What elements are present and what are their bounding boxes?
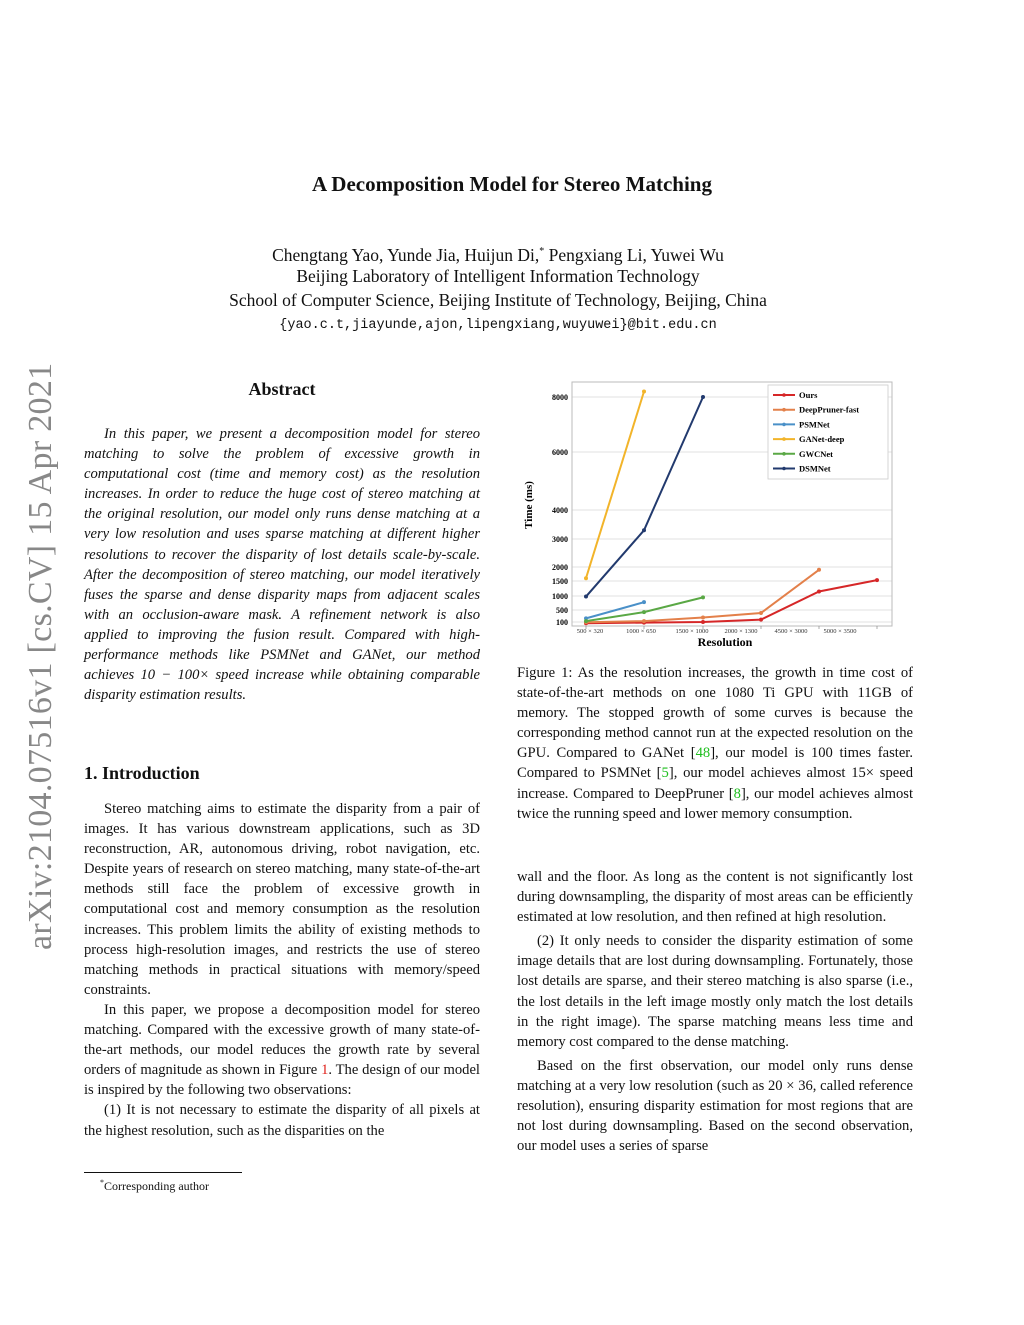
legend-label: DSMNet <box>799 463 831 474</box>
legend-marker <box>782 393 786 397</box>
data-point <box>642 610 646 614</box>
intro-p2-text-tail: . The design of our model is inspired by the following two observations: <box>84 1062 480 1099</box>
caption-text: ], our model achieves almost 15× speed increase. Compared to DeepPruner [ <box>517 765 913 802</box>
data-point <box>759 618 763 622</box>
caption-text: ], our model is 100 times faster. Compared to PSMNet [ <box>517 745 914 782</box>
y-tick-label: 3000 <box>552 535 568 544</box>
data-point <box>701 620 705 624</box>
data-point <box>875 578 879 582</box>
legend-label: PSMNet <box>799 419 830 430</box>
x-tick-label: 4500 × 3000 <box>774 628 808 635</box>
corresponding-mark: * <box>539 246 545 257</box>
data-point <box>701 616 705 620</box>
legend-label: GWCNet <box>799 448 833 459</box>
series-line-ganet-deep <box>586 392 644 579</box>
data-point <box>759 611 763 615</box>
intro-paragraph-3: (1) It is not necessary to estimate the disparity of all pixels at the highest resolution, such as the disparities on the <box>84 1102 480 1139</box>
y-tick-label: 8000 <box>552 393 568 402</box>
data-point <box>584 595 588 599</box>
y-tick-label: 4000 <box>552 506 568 515</box>
x-tick-labels <box>577 626 877 635</box>
legend-label: GANet-deep <box>799 434 845 445</box>
x-axis-label: Resolution <box>697 635 753 649</box>
y-tick-label: 1500 <box>552 577 568 586</box>
arxiv-side-stamp: arXiv:2104.07516v1 [cs.CV] 15 Apr 2021 <box>22 362 59 950</box>
chart-legend <box>768 385 888 479</box>
author-names: Chengtang Yao, Yunde Jia, Huijun Di, <box>272 244 540 265</box>
right-paragraph-2: (2) It only needs to consider the disparity estimation of some image details that are lost during downsampling. Fortunately, those lost details are sparse, and their stereo matching is also sparse (i.e., the lost details in the left image mostly only match the lost details in the right image). The sparse matching means less time and memory cost compared to the dense matching. <box>517 933 913 1050</box>
footnote-text: Corresponding author <box>104 1179 209 1193</box>
paper-title: A Decomposition Model for Stereo Matching <box>312 172 712 196</box>
author-emails: {yao.c.t,jiayunde,ajon,lipengxiang,wuyuwei}@bit.edu.cn <box>279 318 717 333</box>
y-tick-label: 1000 <box>552 592 568 601</box>
intro-paragraph-1: Stereo matching aims to estimate the disparity from a pair of images. It has various downstream applications, such as 3D reconstruction, AR, autonomous driving, robot navigation, etc. Despite years of research on stereo matching, many state-of-the-art methods still face the problem of excessive growth in computational cost and memory consumption as the resolution increases. This problem limits the ability of existing methods to process high-resolution images, and restricts the use of stereo matching methods in practical situations with memory/speed constraints. <box>84 801 480 998</box>
citation-link-psmnet[interactable]: 5 <box>661 765 669 782</box>
legend-marker <box>782 423 786 427</box>
intro-p2-text: In this paper, we propose a decomposition model for stereo matching. Compared with the excessive growth of many state-of-the-art methods, our model reduces the growth rate by several orders of magnitude as shown in Figure <box>84 1001 480 1079</box>
footnote <box>100 1178 209 1194</box>
legend-marker <box>782 437 786 441</box>
abstract-text <box>84 424 480 705</box>
right-paragraph-1: wall and the floor. As long as the content is not significantly lost during downsampling, the disparity of most areas can be efficiently estimated at low resolution, and then refined at high resolution. <box>517 869 913 926</box>
caption-paragraph <box>517 663 913 824</box>
x-tick-label: 5000 × 3500 <box>823 628 857 635</box>
data-point <box>642 619 646 623</box>
y-tick-label: 2000 <box>552 563 568 572</box>
abstract-paragraph: In this paper, we present a decomposition model for stereo matching to solve the problem of excessive growth in computational cost (time and memory cost) as the resolution increases. In order to reduce the huge cost of stereo matching at the original resolution, our model only runs dense matching at a very low resolution and uses sparse matching at different higher resolutions to recover the disparity of lost details scale-by-scale. After the decomposition of stereo matching, our model iteratively fuses the sparse and dense disparity maps from adjacent scales with an occlusion-aware mask. A refinement network is also applied to improving the fusion result. Compared with high-performance methods like PSMNet and GANet, our method achieves 10 − 100× speed increase while obtaining comparable disparity estimation results. <box>84 426 480 704</box>
figure-caption <box>517 663 913 824</box>
series-line-ours <box>586 580 877 623</box>
y-tick-labels <box>552 393 568 627</box>
data-point <box>584 576 588 580</box>
y-tick-label: 100 <box>556 618 568 627</box>
data-point <box>817 590 821 594</box>
y-tick-label: 500 <box>556 606 568 615</box>
figure-ref-link[interactable]: 1 <box>321 1062 329 1079</box>
data-point <box>584 619 588 623</box>
x-tick-label: 1500 × 1000 <box>675 628 709 635</box>
abstract-heading: Abstract <box>248 379 316 399</box>
author-list <box>0 240 996 267</box>
caption-text: ], our model achieves almost twice the running speed and lower memory consumption. <box>517 785 914 822</box>
caption-text: Figure 1: As the resolution increases, the growth in time cost of state-of-the-art methods on one 1080 Ti GPU with 11GB of memory. The stopped growth of some curves is because the corresponding method cannot run at the expected resolution on the GPU. Compared to GANet [ <box>517 665 913 762</box>
affiliation-lab: Beijing Laboratory of Intelligent Information Technology <box>296 266 700 286</box>
right-column-body <box>517 867 913 1156</box>
data-point <box>701 595 705 599</box>
legend-marker <box>782 452 786 456</box>
author-names-tail: Pengxiang Li, Yuwei Wu <box>544 244 724 265</box>
legend-marker <box>782 467 786 471</box>
introduction-body <box>84 799 480 1141</box>
x-tick-label: 500 × 320 <box>576 628 604 635</box>
data-point <box>642 390 646 394</box>
x-tick-label: 2000 × 1300 <box>724 628 758 635</box>
y-tick-label: 6000 <box>552 448 568 457</box>
footnote-divider <box>84 1172 242 1173</box>
data-point <box>701 395 705 399</box>
footnote-mark: * <box>100 1178 104 1187</box>
legend-label: DeepPruner-fast <box>799 404 860 415</box>
data-point <box>817 568 821 572</box>
data-point <box>642 600 646 604</box>
citation-link-deeppruner[interactable]: 8 <box>733 785 741 802</box>
citation-link-ganet[interactable]: 48 <box>695 745 711 762</box>
legend-marker <box>782 408 786 412</box>
y-axis-label: Time (ms) <box>523 481 535 529</box>
legend-label: Ours <box>799 390 818 400</box>
affiliation-school: School of Computer Science, Beijing Institute of Technology, Beijing, China <box>229 290 767 310</box>
time-vs-resolution-chart <box>510 375 910 655</box>
data-point <box>642 528 646 532</box>
x-tick-label: 1000 × 650 <box>626 628 656 635</box>
introduction-heading: 1. Introduction <box>84 763 200 783</box>
right-paragraph-3: Based on the first observation, our model only runs dense matching at a very low resolution (such as 20 × 36, called reference resolution), ensuring disparity estimation for most regions that are not lost during downsampling. Based on the second observation, our model uses a series of sparse <box>517 1057 913 1155</box>
intro-paragraph-2 <box>84 1000 480 1100</box>
